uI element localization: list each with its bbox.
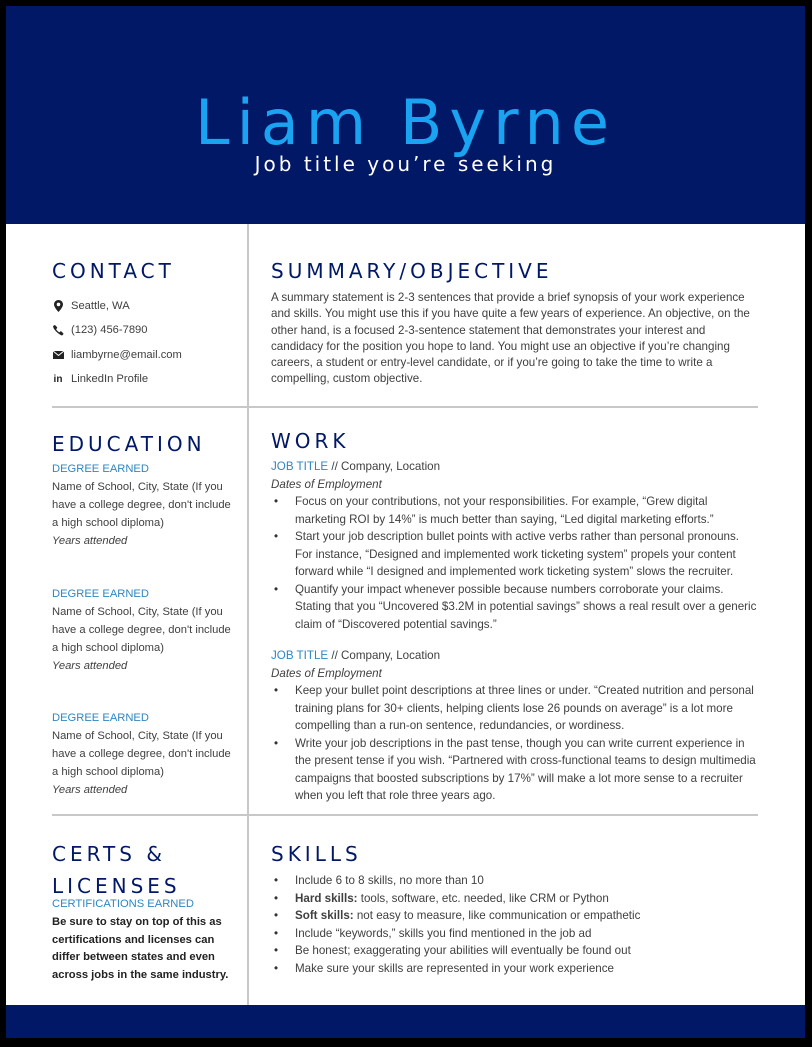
skills-list (271, 872, 759, 977)
job-title-line (271, 458, 759, 476)
skill-item (271, 907, 759, 925)
job-bullets (271, 682, 759, 805)
years-attended: Years attended (52, 660, 128, 672)
job-bullet: • Focus on your contributions, not your responsibilities. For example, “Grew digital marketing ROI by 14%” is much better than saying, “Led digital marketing efforts.” (271, 493, 759, 528)
job-entry-2 (271, 647, 759, 805)
skill-item (271, 925, 759, 943)
header-banner (6, 6, 805, 224)
job-company: // Company, Location (328, 649, 441, 662)
degree-earned: DEGREE EARNED (52, 463, 149, 475)
linkedin-icon: in (53, 373, 63, 385)
job-bullet: • Write your job descriptions in the past tense, though you can write current experience in the present tense if you wish. “Partnered with cross-functional teams to design multimedia campaigns that boosted subscriptions by 17%” will make a lot more sense to a recruiter when you left that role three years ago. (271, 735, 759, 805)
years-attended: Years attended (52, 784, 128, 796)
certs-text: Be sure to stay on top of this as certifications and licenses can differ between states and even across jobs in the same industry. (52, 916, 229, 981)
work-heading: WORK (271, 429, 350, 453)
skills-heading: SKILLS (271, 842, 362, 866)
skill-text: Include “keywords,” skills you find mentioned in the job ad (295, 926, 592, 940)
contact-location-text: Seattle, WA (71, 300, 130, 312)
job-title-sought: Job title you’re seeking (254, 152, 557, 176)
job-company: // Company, Location (328, 460, 441, 473)
skill-item (271, 942, 759, 960)
column-divider (247, 224, 249, 1005)
contact-heading: CONTACT (52, 259, 175, 283)
skill-bold: Soft skills: (295, 909, 354, 922)
job-title: JOB TITLE (271, 649, 329, 662)
skill-bold: Hard skills: (295, 891, 358, 905)
email-icon (52, 349, 64, 361)
phone-icon (52, 324, 64, 336)
left-divider-2 (52, 814, 247, 816)
certs-heading (52, 838, 181, 902)
certs-heading-line1: CERTS & (52, 842, 166, 866)
skill-text: Include 6 to 8 skills, no more than 10 (295, 874, 484, 887)
job-bullet: • Quantify your impact whenever possible because numbers corroborate your claims. Stating that you “Uncovered $3.2M in potential savings” shows a real result over a generic claim of “Discovered potential savings.” (271, 581, 759, 634)
contact-email-text[interactable]: liambyrne@email.com (71, 349, 182, 361)
job-bullets (271, 493, 759, 633)
skill-text: not easy to measure, like communication or empathetic (353, 909, 641, 922)
degree-earned: DEGREE EARNED (52, 588, 149, 600)
skill-text: Be honest; exaggerating your abilities will eventually be found out (295, 944, 631, 957)
contact-phone-text: (123) 456-7890 (71, 324, 148, 336)
years-attended: Years attended (52, 535, 128, 547)
education-entry-2 (52, 585, 232, 675)
skill-text: tools, software, etc. needed, like CRM or Python (357, 891, 609, 905)
job-title-line (271, 647, 759, 665)
contact-location (52, 297, 130, 315)
contact-linkedin-text[interactable]: LinkedIn Profile (71, 373, 149, 385)
school-details: Name of School, City, State (If you have a college degree, don't include a high school diploma) (52, 606, 231, 654)
job-bullet: • Keep your bullet point descriptions at three lines or under. “Created nutrition and personal training plans for 30+ clients, helping clients lose 26 pounds on average” is a lot more compelling than a run-on sentence, redundancies, or wordiness. (271, 682, 759, 735)
summary-text: A summary statement is 2-3 sentences that provide a brief synopsis of your work experience and skills. You might use this if you have quite a few years of experience. An objective, on the other hand, is a focused 2-3-sentence statement that demonstrates your interest and candidacy for the position you hope to land. You might use an objective if you’re changing careers, a student or entry-level candidate, or if you’re going to take the time to write a compelling, custom objective. (271, 291, 750, 386)
skill-item (271, 890, 759, 908)
certs-heading-line2: LICENSES (52, 874, 181, 898)
school-details: Name of School, City, State (If you have a college degree, don't include a high school diploma) (52, 730, 231, 778)
education-heading: EDUCATION (52, 432, 206, 456)
resume-page (6, 6, 805, 1038)
contact-linkedin[interactable] (52, 370, 148, 388)
contact-phone (52, 321, 148, 339)
skill-item (271, 872, 759, 890)
degree-earned: DEGREE EARNED (52, 712, 149, 724)
job-dates: Dates of Employment (271, 666, 382, 680)
school-details: Name of School, City, State (If you have a college degree, don't include a high school diploma) (52, 481, 231, 529)
summary-heading: SUMMARY/OBJECTIVE (271, 259, 553, 283)
job-entry-1 (271, 458, 759, 633)
certs-label: CERTIFICATIONS EARNED (52, 898, 194, 910)
left-divider-1 (52, 406, 247, 408)
job-bullet: • Start your job description bullet points with active verbs rather than personal pronouns. For instance, “Designed and implemented work ticketing system” propels your content forward while “I designed and implemented work ticketing system” slows the recruiter. (271, 528, 759, 581)
skill-text: Make sure your skills are represented in your work experience (295, 961, 614, 975)
contact-email[interactable] (52, 346, 182, 364)
education-entry-3 (52, 709, 232, 799)
map-pin-icon (52, 300, 64, 312)
education-entry-1 (52, 460, 232, 550)
right-divider-1 (249, 406, 758, 408)
job-title: JOB TITLE (271, 460, 329, 473)
footer-banner (6, 1005, 805, 1038)
skill-item (271, 960, 759, 978)
skills-list-wrap (271, 872, 759, 977)
job-dates: Dates of Employment (271, 477, 382, 491)
right-divider-2 (249, 814, 758, 816)
candidate-name: Liam Byrne (195, 86, 616, 159)
